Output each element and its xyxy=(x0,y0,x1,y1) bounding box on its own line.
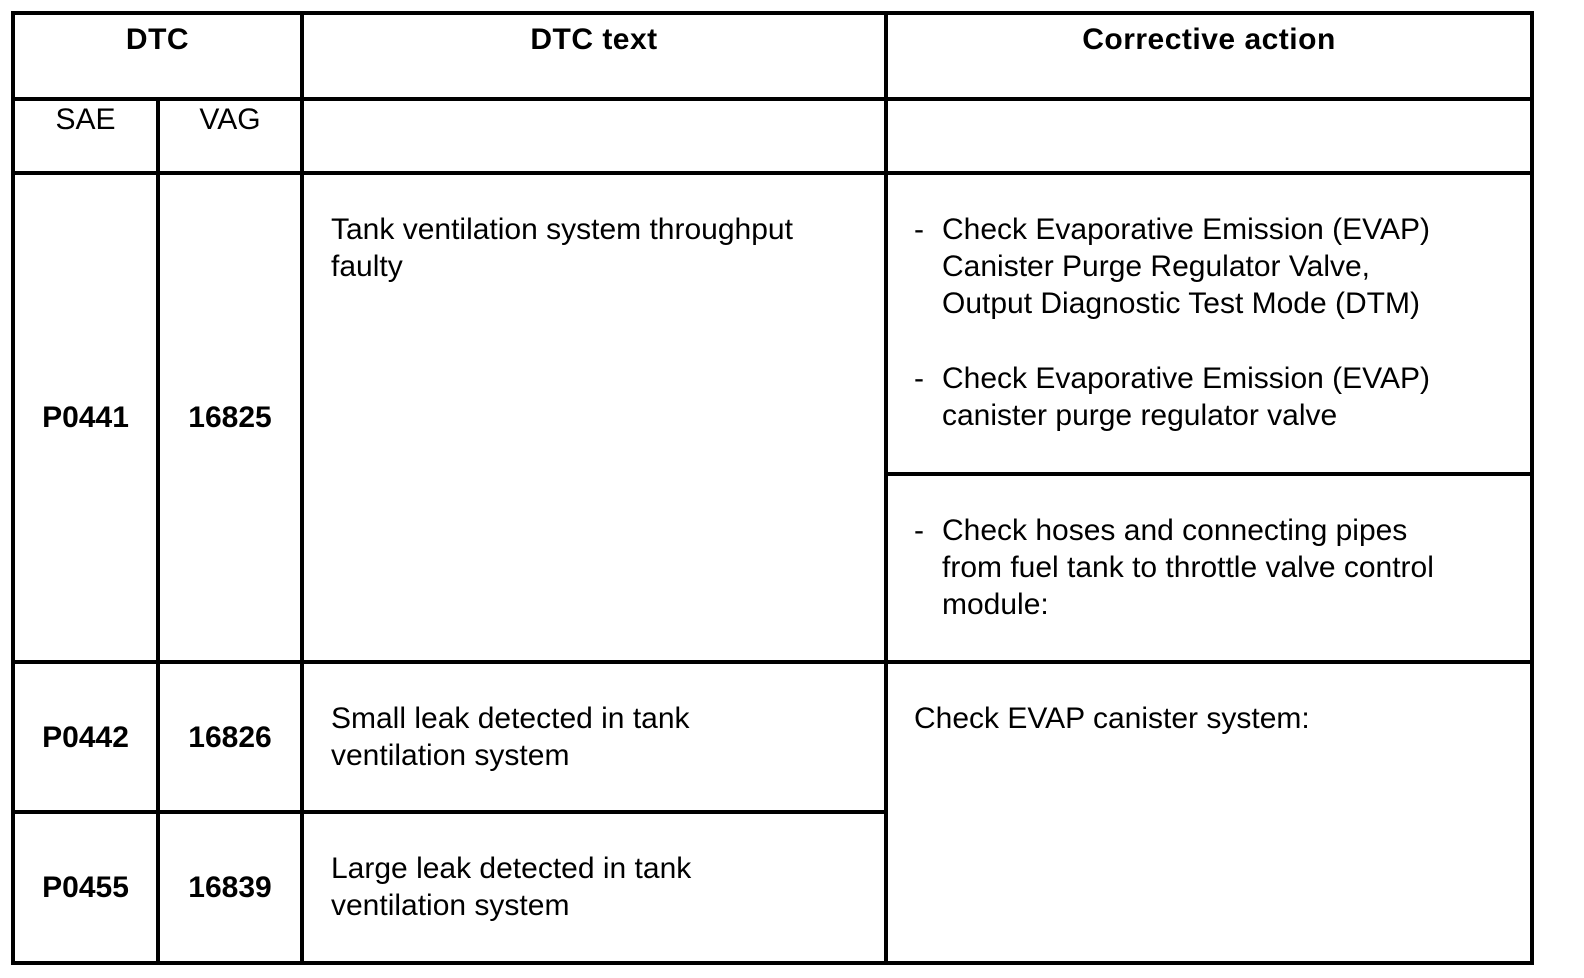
vag-code-16825: 16825 xyxy=(158,173,302,662)
subheader-empty-text xyxy=(302,99,886,173)
action-line: Check Evaporative Emission (EVAP) xyxy=(942,213,1430,246)
action-item xyxy=(914,360,1520,434)
dash-marker: - xyxy=(914,362,924,395)
dtc-text-line: Large leak detected in tank xyxy=(331,852,692,885)
subheader-empty-action xyxy=(886,99,1532,173)
action-line: Check Evaporative Emission (EVAP) xyxy=(942,362,1430,395)
dtc-text-line: Tank ventilation system throughput xyxy=(331,213,793,246)
action-line: Output Diagnostic Test Mode (DTM) xyxy=(942,287,1420,320)
vag-code-16826: 16826 xyxy=(158,662,302,812)
dtc-text-p0441 xyxy=(302,173,886,662)
table-row-p0442 xyxy=(13,662,1532,812)
action-line: module: xyxy=(942,588,1049,621)
dtc-text-p0442 xyxy=(302,662,886,812)
action-item xyxy=(914,512,1520,623)
dtc-text-line: Small leak detected in tank xyxy=(331,702,690,735)
table-row-p0441-a xyxy=(13,173,1532,474)
subheader-sae: SAE xyxy=(13,99,158,173)
sae-code-p0441: P0441 xyxy=(13,173,158,662)
dash-marker: - xyxy=(914,514,924,547)
action-line: from fuel tank to throttle valve control xyxy=(942,551,1434,584)
sae-code-p0442: P0442 xyxy=(13,662,158,812)
corrective-action-p0441-a xyxy=(886,173,1532,474)
action-line: canister purge regulator valve xyxy=(942,399,1338,432)
header-dtc-text: DTC text xyxy=(302,13,886,99)
vag-code-16839: 16839 xyxy=(158,812,302,963)
dash-marker: - xyxy=(914,213,924,246)
sae-code-p0455: P0455 xyxy=(13,812,158,963)
corrective-action-p0441-b xyxy=(886,474,1532,662)
action-line: Check hoses and connecting pipes xyxy=(942,514,1408,547)
subheader-row xyxy=(13,99,1532,173)
dtc-text-line: ventilation system xyxy=(331,739,570,772)
dtc-table xyxy=(11,11,1534,965)
dtc-text-line: faulty xyxy=(331,250,403,283)
header-row xyxy=(13,13,1532,99)
action-line: Canister Purge Regulator Valve, xyxy=(942,250,1370,283)
subheader-vag: VAG xyxy=(158,99,302,173)
dtc-text-line: ventilation system xyxy=(331,889,570,922)
action-item xyxy=(914,211,1520,322)
corrective-action-shared: Check EVAP canister system: xyxy=(886,662,1532,963)
header-dtc: DTC xyxy=(13,13,302,99)
dtc-text-p0455 xyxy=(302,812,886,963)
header-corrective-action: Corrective action xyxy=(886,13,1532,99)
